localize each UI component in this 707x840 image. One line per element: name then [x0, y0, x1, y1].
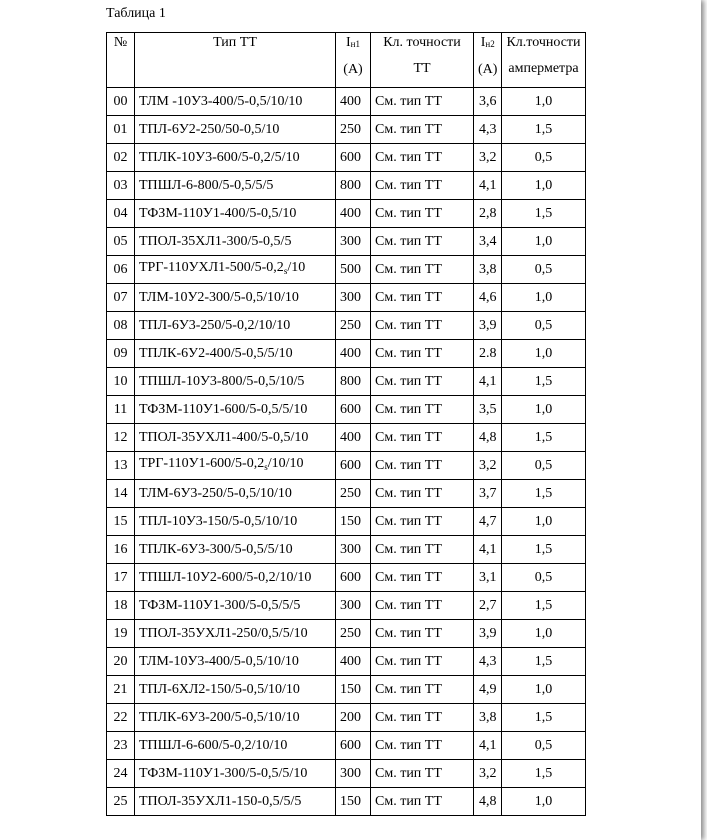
- cell-no: 13: [107, 452, 135, 480]
- cell-accuracy: См. тип ТТ: [371, 620, 474, 648]
- table-row: [107, 732, 586, 760]
- cell-i1: 300: [336, 284, 371, 312]
- cell-i2: 3,8: [474, 704, 502, 732]
- cell-ammeter-accuracy: 1,5: [502, 368, 585, 396]
- cell-ammeter-accuracy: 1,5: [502, 648, 585, 676]
- cell-accuracy: См. тип ТТ: [371, 788, 474, 816]
- cell-ammeter-accuracy: 1,5: [502, 424, 585, 452]
- cell-i1: 150: [336, 508, 371, 536]
- cell-accuracy: См. тип ТТ: [371, 368, 474, 396]
- cell-i2: 3,8: [474, 256, 502, 284]
- cell-i1: 400: [336, 424, 371, 452]
- header-i1: $I_{н1}$ (А): [336, 33, 371, 88]
- cell-type: ТФЗМ-110У1-300/5-0,5/5/10: [135, 760, 336, 788]
- cell-type: ТРГ-$110У1-600/5-0,2_s/10/10$: [135, 452, 336, 480]
- cell-accuracy: См. тип ТТ: [371, 676, 474, 704]
- cell-no: 19: [107, 620, 135, 648]
- cell-no: 17: [107, 564, 135, 592]
- cell-ammeter-accuracy: 0,5: [502, 452, 585, 480]
- table-row: [107, 536, 586, 564]
- cell-no: 04: [107, 200, 135, 228]
- table-row: [107, 172, 586, 200]
- cell-ammeter-accuracy: 1,5: [502, 480, 585, 508]
- cell-accuracy: См. тип ТТ: [371, 116, 474, 144]
- cell-type: ТПОЛ-35ХЛ1-300/5-0,5/5: [135, 228, 336, 256]
- cell-ammeter-accuracy: 0,5: [502, 144, 585, 172]
- cell-type: ТФЗМ-110У1-600/5-0,5/5/10: [135, 396, 336, 424]
- cell-i2: 4,7: [474, 508, 502, 536]
- cell-type: ТПОЛ-35УХЛ1-250/0,5/5/10: [135, 620, 336, 648]
- cell-i2: 4,1: [474, 172, 502, 200]
- cell-accuracy: См. тип ТТ: [371, 732, 474, 760]
- cell-ammeter-accuracy: 1,0: [502, 396, 585, 424]
- header-ammeter-accuracy: Кл.точности амперметра: [502, 33, 585, 88]
- cell-ammeter-accuracy: 1,5: [502, 536, 585, 564]
- cell-type: ТФЗМ-110У1-400/5-0,5/10: [135, 200, 336, 228]
- cell-no: 20: [107, 648, 135, 676]
- table-row: [107, 116, 586, 144]
- cell-ammeter-accuracy: 1,0: [502, 172, 585, 200]
- cell-i2: 4,6: [474, 284, 502, 312]
- cell-i2: 2,7: [474, 592, 502, 620]
- cell-i2: 3,6: [474, 88, 502, 116]
- table-row: [107, 760, 586, 788]
- table-row: [107, 452, 586, 480]
- table-row: [107, 284, 586, 312]
- cell-no: 15: [107, 508, 135, 536]
- cell-type: ТПЛ-6ХЛ2-150/5-0,5/10/10: [135, 676, 336, 704]
- cell-accuracy: См. тип ТТ: [371, 144, 474, 172]
- table-row: [107, 200, 586, 228]
- cell-no: 05: [107, 228, 135, 256]
- cell-accuracy: См. тип ТТ: [371, 396, 474, 424]
- cell-i1: 150: [336, 788, 371, 816]
- cell-type: ТЛМ -10У3-400/5-0,5/10/10: [135, 88, 336, 116]
- cell-i1: 300: [336, 760, 371, 788]
- cell-no: 06: [107, 256, 135, 284]
- cell-no: 22: [107, 704, 135, 732]
- cell-i1: 200: [336, 704, 371, 732]
- cell-ammeter-accuracy: 0,5: [502, 564, 585, 592]
- cell-no: 16: [107, 536, 135, 564]
- cell-i2: 3,7: [474, 480, 502, 508]
- table-row: [107, 312, 586, 340]
- cell-i1: 600: [336, 564, 371, 592]
- cell-i1: 600: [336, 452, 371, 480]
- cell-i2: 3,2: [474, 452, 502, 480]
- cell-i2: 4,1: [474, 732, 502, 760]
- cell-ammeter-accuracy: 1,0: [502, 676, 585, 704]
- cell-i2: 2.8: [474, 340, 502, 368]
- cell-i1: 300: [336, 228, 371, 256]
- cell-accuracy: См. тип ТТ: [371, 704, 474, 732]
- cell-i2: 2,8: [474, 200, 502, 228]
- table-row: [107, 256, 586, 284]
- cell-i2: 4,3: [474, 648, 502, 676]
- cell-ammeter-accuracy: 0,5: [502, 256, 585, 284]
- cell-accuracy: См. тип ТТ: [371, 312, 474, 340]
- cell-type: ТЛМ-10У2-300/5-0,5/10/10: [135, 284, 336, 312]
- cell-type: ТПЛК-6У3-200/5-0,5/10/10: [135, 704, 336, 732]
- cell-accuracy: См. тип ТТ: [371, 452, 474, 480]
- table-row: [107, 424, 586, 452]
- cell-i1: 600: [336, 144, 371, 172]
- cell-no: 11: [107, 396, 135, 424]
- cell-type: ТЛМ-6У3-250/5-0,5/10/10: [135, 480, 336, 508]
- cell-no: 14: [107, 480, 135, 508]
- table-row: [107, 368, 586, 396]
- table-header-row: [107, 33, 586, 88]
- current-transformer-table: [106, 32, 586, 816]
- cell-accuracy: См. тип ТТ: [371, 592, 474, 620]
- cell-ammeter-accuracy: 1,0: [502, 508, 585, 536]
- table-row: [107, 88, 586, 116]
- cell-no: 02: [107, 144, 135, 172]
- cell-no: 21: [107, 676, 135, 704]
- table-row: [107, 676, 586, 704]
- cell-accuracy: См. тип ТТ: [371, 172, 474, 200]
- cell-i1: 800: [336, 368, 371, 396]
- cell-no: 01: [107, 116, 135, 144]
- cell-type: ТПОЛ-35УХЛ1-400/5-0,5/10: [135, 424, 336, 452]
- cell-accuracy: См. тип ТТ: [371, 228, 474, 256]
- cell-no: 24: [107, 760, 135, 788]
- cell-type: ТПЛ-10У3-150/5-0,5/10/10: [135, 508, 336, 536]
- cell-i2: 3,9: [474, 312, 502, 340]
- cell-i1: 300: [336, 592, 371, 620]
- cell-type: ТПШЛ-10У3-800/5-0,5/10/5: [135, 368, 336, 396]
- cell-type: ТПШЛ-6-600/5-0,2/10/10: [135, 732, 336, 760]
- cell-type: ТПЛК-10У3-600/5-0,2/5/10: [135, 144, 336, 172]
- cell-accuracy: См. тип ТТ: [371, 648, 474, 676]
- cell-accuracy: См. тип ТТ: [371, 564, 474, 592]
- cell-ammeter-accuracy: 0,5: [502, 732, 585, 760]
- cell-accuracy: См. тип ТТ: [371, 536, 474, 564]
- table-row: [107, 648, 586, 676]
- cell-no: 23: [107, 732, 135, 760]
- cell-ammeter-accuracy: 1,5: [502, 116, 585, 144]
- cell-i1: 300: [336, 536, 371, 564]
- cell-i2: 4,8: [474, 424, 502, 452]
- cell-i1: 250: [336, 116, 371, 144]
- cell-ammeter-accuracy: 0,5: [502, 312, 585, 340]
- cell-i1: 600: [336, 732, 371, 760]
- table-row: [107, 480, 586, 508]
- cell-type: ТЛМ-10У3-400/5-0,5/10/10: [135, 648, 336, 676]
- table-row: [107, 228, 586, 256]
- cell-no: 25: [107, 788, 135, 816]
- header-type: Тип ТТ: [135, 33, 336, 88]
- cell-i2: 4,8: [474, 788, 502, 816]
- cell-ammeter-accuracy: 1,0: [502, 340, 585, 368]
- cell-type: ТПЛ-6У2-250/50-0,5/10: [135, 116, 336, 144]
- cell-ammeter-accuracy: 1,0: [502, 228, 585, 256]
- cell-i2: 3,9: [474, 620, 502, 648]
- table-row: [107, 340, 586, 368]
- cell-i1: 400: [336, 88, 371, 116]
- cell-i1: 400: [336, 200, 371, 228]
- cell-accuracy: См. тип ТТ: [371, 508, 474, 536]
- cell-type: ТПЛ-6У3-250/5-0,2/10/10: [135, 312, 336, 340]
- cell-accuracy: См. тип ТТ: [371, 200, 474, 228]
- cell-type: ТПШЛ-6-800/5-0,5/5/5: [135, 172, 336, 200]
- cell-i2: 3,5: [474, 396, 502, 424]
- cell-no: 10: [107, 368, 135, 396]
- table-caption: Таблица 1: [106, 6, 166, 21]
- cell-ammeter-accuracy: 1,5: [502, 592, 585, 620]
- cell-i2: 3,4: [474, 228, 502, 256]
- cell-no: 08: [107, 312, 135, 340]
- cell-i1: 250: [336, 620, 371, 648]
- cell-i1: 250: [336, 312, 371, 340]
- cell-i1: 800: [336, 172, 371, 200]
- cell-no: 03: [107, 172, 135, 200]
- cell-accuracy: См. тип ТТ: [371, 284, 474, 312]
- table-row: [107, 144, 586, 172]
- cell-type: ТПШЛ-10У2-600/5-0,2/10/10: [135, 564, 336, 592]
- header-no: №: [107, 33, 135, 88]
- table-row: [107, 704, 586, 732]
- cell-type: ТРГ-$110УХЛ1-500/5-0,2_s/10$: [135, 256, 336, 284]
- cell-i1: 400: [336, 340, 371, 368]
- table-row: [107, 508, 586, 536]
- cell-no: 12: [107, 424, 135, 452]
- cell-no: 18: [107, 592, 135, 620]
- cell-type: ТПЛК-6У3-300/5-0,5/5/10: [135, 536, 336, 564]
- cell-i2: 3,2: [474, 144, 502, 172]
- cell-ammeter-accuracy: 1,5: [502, 704, 585, 732]
- cell-type: ТФЗМ-110У1-300/5-0,5/5/5: [135, 592, 336, 620]
- cell-i1: 150: [336, 676, 371, 704]
- cell-accuracy: См. тип ТТ: [371, 256, 474, 284]
- table-row: [107, 788, 586, 816]
- header-i2: $I_{н2}$ (А): [474, 33, 502, 88]
- cell-no: 00: [107, 88, 135, 116]
- table-row: [107, 564, 586, 592]
- cell-ammeter-accuracy: 1,0: [502, 88, 585, 116]
- cell-i2: 4,1: [474, 536, 502, 564]
- cell-accuracy: См. тип ТТ: [371, 480, 474, 508]
- table-body: [107, 88, 586, 816]
- cell-i1: 400: [336, 648, 371, 676]
- cell-i1: 500: [336, 256, 371, 284]
- cell-i2: 4,3: [474, 116, 502, 144]
- cell-i1: 250: [336, 480, 371, 508]
- header-accuracy: Кл. точности ТТ: [371, 33, 474, 88]
- cell-i2: 4,1: [474, 368, 502, 396]
- cell-ammeter-accuracy: 1,5: [502, 760, 585, 788]
- cell-accuracy: См. тип ТТ: [371, 424, 474, 452]
- cell-type: ТПЛК-6У2-400/5-0,5/5/10: [135, 340, 336, 368]
- cell-i2: 4,9: [474, 676, 502, 704]
- cell-no: 09: [107, 340, 135, 368]
- cell-accuracy: См. тип ТТ: [371, 340, 474, 368]
- cell-i1: 600: [336, 396, 371, 424]
- table-row: [107, 620, 586, 648]
- cell-accuracy: См. тип ТТ: [371, 760, 474, 788]
- cell-i2: 3,1: [474, 564, 502, 592]
- cell-ammeter-accuracy: 1,0: [502, 788, 585, 816]
- cell-i2: 3,2: [474, 760, 502, 788]
- cell-ammeter-accuracy: 1,5: [502, 200, 585, 228]
- cell-ammeter-accuracy: 1,0: [502, 284, 585, 312]
- table-row: [107, 592, 586, 620]
- cell-type: ТПОЛ-35УХЛ1-150-0,5/5/5: [135, 788, 336, 816]
- table-row: [107, 396, 586, 424]
- cell-accuracy: См. тип ТТ: [371, 88, 474, 116]
- cell-no: 07: [107, 284, 135, 312]
- cell-ammeter-accuracy: 1,0: [502, 620, 585, 648]
